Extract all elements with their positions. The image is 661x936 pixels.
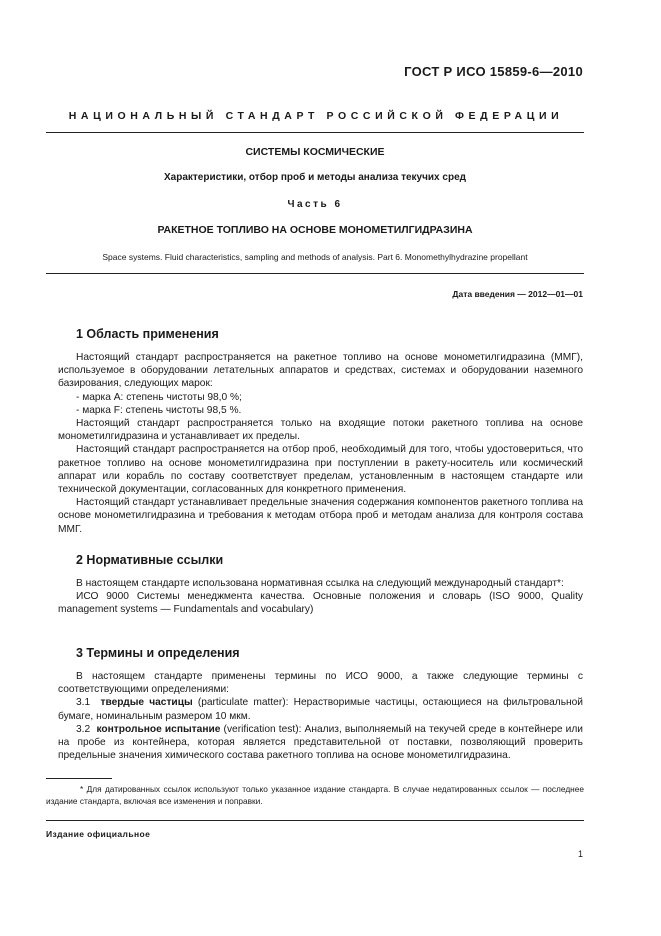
national-standard-line: НАЦИОНАЛЬНЫЙ СТАНДАРТ РОССИЙСКОЙ ФЕДЕРАЦИИ: [68, 110, 564, 122]
footnote-rule: [46, 778, 112, 779]
section-2-heading: 2 Нормативные ссылки: [76, 553, 224, 567]
section-3-paragraph: В настоящем стандарте применены термины по ИСО 9000, а также следующие термины с соответствующими определениями:: [58, 671, 583, 696]
header-rule: [46, 132, 584, 133]
section-1-heading: 1 Область применения: [76, 327, 219, 341]
term-3-1: [58, 696, 583, 722]
term-definition: (verification test): Анализ, выполняемый на текучей среде в контейнере или на пробе из контейнера, которая является представительной от поставки, позволяющий проверить предельные значения химического состава ракетного топлива на основе монометилгидразина.: [58, 723, 583, 762]
normative-reference: ИСО 9000 Системы менеджмента качества. Основные положения и словарь (ISO 9000, Quality management systems — Fundamentals and vocabulary): [58, 591, 583, 616]
section-2-body: [58, 577, 583, 617]
section-1-paragraph: Настоящий стандарт распространяется только на входящие потоки ракетного топлива на основе монометилгидразина и устанавливает их пределы.: [58, 418, 583, 443]
standard-code: ГОСТ Р ИСО 15859-6—2010: [404, 64, 583, 79]
grade-list-item: - марка А: степень чистоты 98,0 %;: [76, 391, 242, 403]
term-number: 3.1: [76, 697, 91, 709]
term-definition: (particulate matter): Нерастворимые частицы, остающиеся на фильтровальной бумаге, номинальным размером 10 мкм.: [58, 697, 583, 722]
term-number: 3.2: [76, 723, 91, 735]
section-3-heading: 3 Термины и определения: [76, 646, 240, 660]
footnote: [46, 783, 584, 807]
section-1-body: [58, 351, 583, 536]
title-main: СИСТЕМЫ КОСМИЧЕСКИЕ: [245, 146, 385, 158]
page-number: 1: [577, 849, 583, 859]
section-3-body: [58, 670, 583, 762]
footer-rule: [46, 820, 584, 821]
term-3-2: [58, 723, 583, 763]
footnote-text: * Для датированных ссылок используют только указанное издание стандарта. В случае недатированных ссылок — последнее издание стандарта, включая все изменения и поправки.: [46, 784, 584, 806]
official-edition-label: Издание официальное: [46, 829, 151, 839]
section-1-paragraph: Настоящий стандарт устанавливает предельные значения содержания компонентов ракетного топлива на основе монометилгидразина и требования к методам отбора проб и методам анализа для контроля состава ММГ.: [58, 497, 583, 535]
section-1-paragraph: Настоящий стандарт распространяется на ракетное топливо на основе монометилгидразина (ММГ), используемое в оборудовании летательных аппаратов и средствах, системах и оборудовании наземного базирования, следующих марок:: [58, 352, 583, 390]
effective-date: Дата введения — 2012—01—01: [452, 289, 583, 299]
section-1-paragraph: Настоящий стандарт распространяется на отбор проб, необходимый для того, чтобы удостовериться, что ракетное топливо на основе монометилгидразина при поступлении в ракету-носитель или космический аппарат или корабль по составу соответствует пределам, установленным в настоящем стандарте или технической документации, согласованных для конкретного применения.: [58, 444, 583, 496]
title-english: Space systems. Fluid characteristics, sampling and methods of analysis. Part 6. Monomethylhydrazine propellant: [102, 252, 528, 262]
title-part-name: РАКЕТНОЕ ТОПЛИВО НА ОСНОВЕ МОНОМЕТИЛГИДРАЗИНА: [157, 224, 473, 236]
title-sub: Характеристики, отбор проб и методы анализа текучих сред: [164, 172, 466, 183]
title-rule: [46, 273, 584, 274]
section-2-paragraph: В настоящем стандарте использована нормативная ссылка на следующий международный стандарт*:: [76, 578, 564, 589]
grade-list-item: - марка F: степень чистоты 98,5 %.: [76, 404, 242, 416]
term-name: контрольное испытание: [96, 723, 221, 735]
title-part: Часть 6: [287, 199, 343, 210]
term-name: твердые частицы: [100, 697, 193, 709]
